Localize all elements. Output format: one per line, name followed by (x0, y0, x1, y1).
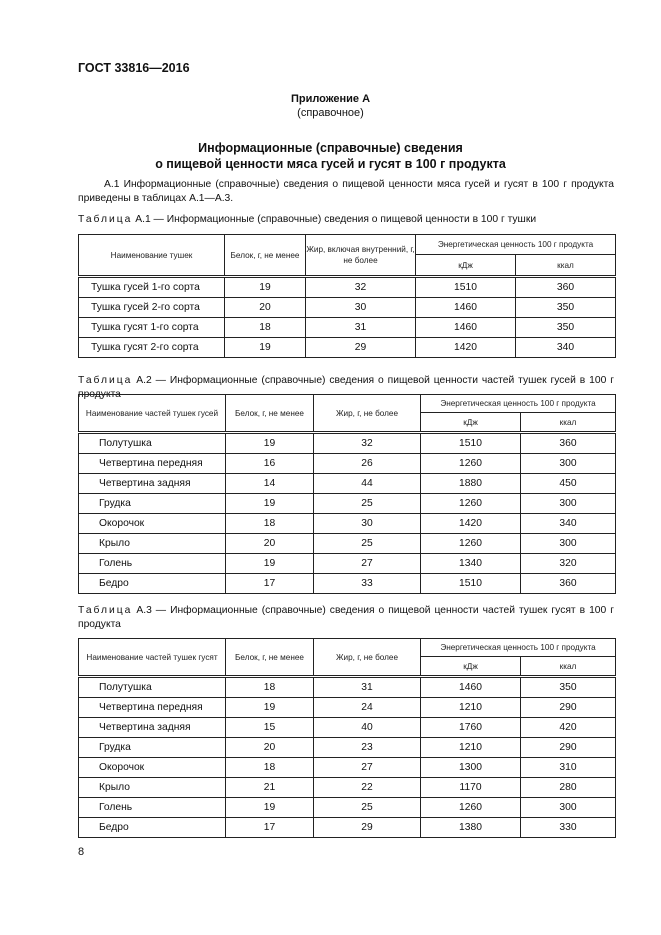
cell-kj: 1510 (421, 433, 521, 454)
cell-kcal: 330 (521, 818, 616, 838)
cell-name: Полутушка (79, 433, 226, 454)
col-header-name: Наименование частей тушек гусят (79, 639, 226, 677)
cell-kcal: 280 (521, 778, 616, 798)
cell-name: Бедро (79, 818, 226, 838)
section-heading (0, 140, 661, 172)
cell-name: Тушка гусят 2-го сорта (79, 338, 225, 358)
cell-kcal: 300 (521, 534, 616, 554)
col-header-name: Наименование тушек (79, 235, 225, 277)
cell-protein: 18 (226, 514, 314, 534)
cell-protein: 19 (225, 277, 306, 298)
cell-name: Тушка гусей 1-го сорта (79, 277, 225, 298)
nutrition-table-a2 (78, 394, 616, 594)
cell-name: Грудка (79, 494, 226, 514)
caption-text: А.2 — Информационные (справочные) сведения о пищевой ценности частей тушек гусей в 100 г продукта (78, 375, 614, 400)
cell-kj: 1260 (421, 798, 521, 818)
cell-kj: 1880 (421, 474, 521, 494)
intro-paragraph: А.1 Информационные (справочные) сведения о пищевой ценности мяса гусей и гусят в 100 г продукта приведены в таблицах А.1—А.3. (78, 179, 614, 204)
cell-name: Крыло (79, 778, 226, 798)
col-header-fat: Жир, г, не более (314, 395, 421, 433)
table-row (79, 554, 616, 574)
cell-kcal: 290 (521, 738, 616, 758)
cell-name: Четвертина передняя (79, 454, 226, 474)
cell-kcal: 290 (521, 698, 616, 718)
appendix-subtitle: (справочное) (297, 107, 364, 119)
cell-kcal: 300 (521, 798, 616, 818)
cell-name: Голень (79, 798, 226, 818)
cell-fat: 32 (314, 433, 421, 454)
caption-prefix: Таблица (78, 605, 133, 616)
table-row (79, 574, 616, 594)
cell-protein: 19 (226, 433, 314, 454)
cell-kcal: 320 (521, 554, 616, 574)
cell-name: Крыло (79, 534, 226, 554)
cell-kcal: 350 (521, 677, 616, 698)
cell-kcal: 360 (521, 433, 616, 454)
cell-fat: 30 (314, 514, 421, 534)
appendix-label (0, 92, 661, 120)
cell-fat: 24 (314, 698, 421, 718)
nutrition-table-a3 (78, 638, 616, 838)
col-header-fat: Жир, г, не более (314, 639, 421, 677)
cell-fat: 27 (314, 554, 421, 574)
cell-name: Грудка (79, 738, 226, 758)
col-header-protein: Белок, г, не менее (226, 639, 314, 677)
cell-protein: 15 (226, 718, 314, 738)
col-header-kj: кДж (421, 657, 521, 677)
cell-kcal: 350 (516, 298, 616, 318)
caption-text: А.3 — Информационные (справочные) сведения о пищевой ценности частей тушек гусят в 100 г продукта (78, 605, 614, 630)
cell-kj: 1170 (421, 778, 521, 798)
cell-name: Полутушка (79, 677, 226, 698)
cell-name: Окорочок (79, 514, 226, 534)
col-header-protein: Белок, г, не менее (225, 235, 306, 277)
col-header-kcal: ккал (521, 413, 616, 433)
cell-fat: 25 (314, 798, 421, 818)
cell-name: Четвертина передняя (79, 698, 226, 718)
cell-kj: 1260 (421, 454, 521, 474)
cell-fat: 25 (314, 534, 421, 554)
caption-prefix: Таблица (78, 375, 133, 386)
cell-fat: 25 (314, 494, 421, 514)
cell-protein: 18 (226, 758, 314, 778)
cell-name: Тушка гусей 2-го сорта (79, 298, 225, 318)
col-header-energy: Энергетическая ценность 100 г продукта (416, 235, 616, 255)
cell-kcal: 340 (516, 338, 616, 358)
table-row (79, 798, 616, 818)
table-row (79, 298, 616, 318)
nutrition-table-a1 (78, 234, 616, 358)
table-row (79, 338, 616, 358)
cell-fat: 40 (314, 718, 421, 738)
cell-kcal: 310 (521, 758, 616, 778)
cell-protein: 20 (226, 534, 314, 554)
cell-protein: 16 (226, 454, 314, 474)
cell-fat: 29 (314, 818, 421, 838)
table-row (79, 454, 616, 474)
cell-fat: 23 (314, 738, 421, 758)
col-header-kcal: ккал (521, 657, 616, 677)
cell-protein: 19 (226, 494, 314, 514)
cell-protein: 17 (226, 574, 314, 594)
cell-fat: 22 (314, 778, 421, 798)
table-row (79, 534, 616, 554)
cell-fat: 27 (314, 758, 421, 778)
col-header-name: Наименование частей тушек гусей (79, 395, 226, 433)
table-caption-a1 (78, 213, 614, 227)
col-header-kcal: ккал (516, 255, 616, 277)
cell-name: Тушка гусят 1-го сорта (79, 318, 225, 338)
cell-kj: 1420 (416, 338, 516, 358)
table-row (79, 718, 616, 738)
cell-kj: 1420 (421, 514, 521, 534)
cell-protein: 18 (226, 677, 314, 698)
cell-kj: 1510 (421, 574, 521, 594)
cell-protein: 19 (226, 698, 314, 718)
cell-fat: 31 (306, 318, 416, 338)
cell-protein: 20 (225, 298, 306, 318)
table-row (79, 677, 616, 698)
cell-kj: 1460 (421, 677, 521, 698)
table-row (79, 474, 616, 494)
cell-kcal: 360 (516, 277, 616, 298)
caption-prefix: Таблица (78, 214, 133, 225)
table-row (79, 778, 616, 798)
col-header-energy: Энергетическая ценность 100 г продукта (421, 395, 616, 413)
cell-kcal: 450 (521, 474, 616, 494)
table-row (79, 433, 616, 454)
col-header-kj: кДж (421, 413, 521, 433)
cell-kcal: 300 (521, 494, 616, 514)
cell-kcal: 420 (521, 718, 616, 738)
table-row (79, 698, 616, 718)
cell-protein: 21 (226, 778, 314, 798)
cell-fat: 29 (306, 338, 416, 358)
cell-fat: 44 (314, 474, 421, 494)
cell-kj: 1460 (416, 298, 516, 318)
cell-kj: 1510 (416, 277, 516, 298)
cell-kj: 1210 (421, 738, 521, 758)
cell-kj: 1260 (421, 534, 521, 554)
cell-fat: 33 (314, 574, 421, 594)
cell-kcal: 360 (521, 574, 616, 594)
cell-kj: 1260 (421, 494, 521, 514)
cell-protein: 14 (226, 474, 314, 494)
cell-name: Голень (79, 554, 226, 574)
table-row (79, 277, 616, 298)
heading-line-2: о пищевой ценности мяса гусей и гусят в 100 г продукта (155, 157, 506, 171)
cell-protein: 19 (226, 554, 314, 574)
cell-fat: 31 (314, 677, 421, 698)
caption-text: А.1 — Информационные (справочные) сведения о пищевой ценности в 100 г тушки (132, 214, 537, 225)
cell-kj: 1460 (416, 318, 516, 338)
cell-kcal: 340 (521, 514, 616, 534)
col-header-protein: Белок, г, не менее (226, 395, 314, 433)
table-row (79, 514, 616, 534)
cell-kj: 1210 (421, 698, 521, 718)
cell-protein: 20 (226, 738, 314, 758)
cell-kj: 1300 (421, 758, 521, 778)
cell-fat: 30 (306, 298, 416, 318)
table-row (79, 818, 616, 838)
cell-kcal: 300 (521, 454, 616, 474)
table-row (79, 738, 616, 758)
cell-kj: 1340 (421, 554, 521, 574)
cell-fat: 32 (306, 277, 416, 298)
cell-protein: 18 (225, 318, 306, 338)
cell-protein: 19 (225, 338, 306, 358)
page-number: 8 (78, 846, 85, 858)
appendix-title: Приложение А (290, 93, 371, 105)
table-row (79, 494, 616, 514)
standard-designation: ГОСТ 33816—2016 (78, 61, 190, 75)
cell-name: Бедро (79, 574, 226, 594)
cell-name: Четвертина задняя (79, 474, 226, 494)
heading-line-1: Информационные (справочные) сведения (198, 141, 463, 155)
col-header-fat: Жир, включая внутренний, г, не более (306, 235, 416, 277)
cell-name: Четвертина задняя (79, 718, 226, 738)
cell-kj: 1760 (421, 718, 521, 738)
col-header-kj: кДж (416, 255, 516, 277)
table-row (79, 758, 616, 778)
cell-fat: 26 (314, 454, 421, 474)
cell-kj: 1380 (421, 818, 521, 838)
cell-protein: 19 (226, 798, 314, 818)
table-row (79, 318, 616, 338)
cell-kcal: 350 (516, 318, 616, 338)
col-header-energy: Энергетическая ценность 100 г продукта (421, 639, 616, 657)
table-caption-a3 (78, 604, 614, 632)
cell-name: Окорочок (79, 758, 226, 778)
cell-protein: 17 (226, 818, 314, 838)
